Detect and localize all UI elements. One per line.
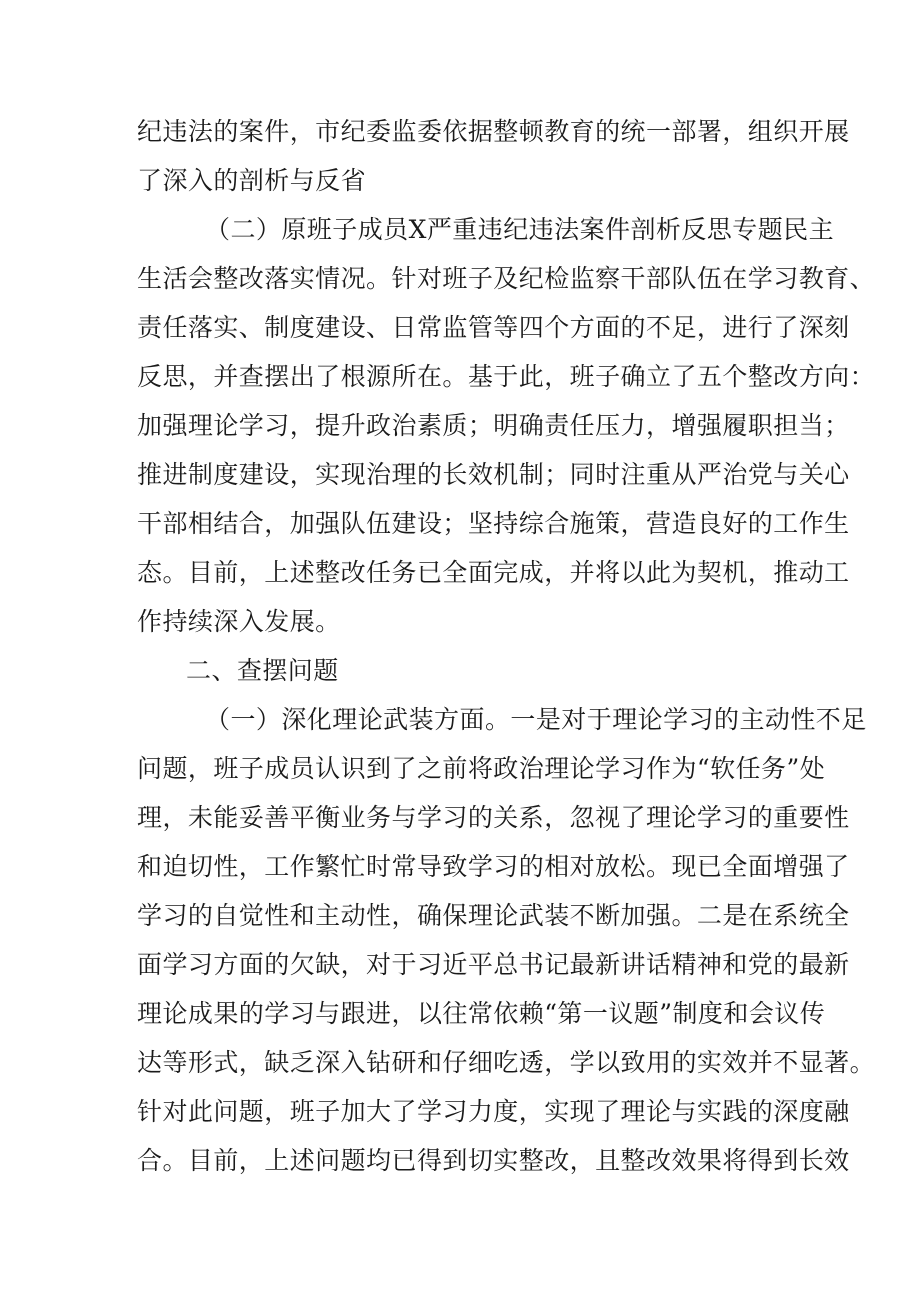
text-line: 达等形式，缺乏深入钻研和仔细吃透，学以致用的实效并不显著。: [137, 1048, 876, 1077]
text-line: 态。目前，上述整改任务已全面完成，并将以此为契机，推动工: [137, 558, 850, 587]
text-line: 责任落实、制度建设、日常监管等四个方面的不足，进行了深刻: [137, 313, 850, 342]
text-line: 合。目前，上述问题均已得到切实整改，且整改效果将得到长效: [137, 1146, 850, 1175]
paragraph-heading: （一）深化理论武装方面。一是对于理论学习的主动性不足: [205, 705, 867, 734]
text-line: 和迫切性，工作繁忙时常导致学习的相对放松。现已全面增强了: [137, 852, 850, 881]
text-line: 生活会整改落实情况。针对班子及纪检监察干部队伍在学习教育、: [137, 264, 876, 293]
paragraph-heading: （二）原班子成员X严重违纪违法案件剖析反思专题民主: [205, 215, 835, 244]
text-line: 问题，班子成员认识到了之前将政治理论学习作为“软任务”处: [137, 754, 826, 783]
section-heading: 二、查摆问题: [186, 656, 339, 685]
text-line: 理，未能妥善平衡业务与学习的关系，忽视了理论学习的重要性: [137, 803, 850, 832]
text-line: 面学习方面的欠缺，对于习近平总书记最新讲话精神和党的最新: [137, 950, 850, 979]
text-line: 推进制度建设，实现治理的长效机制；同时注重从严治党与关心: [137, 460, 850, 489]
text-line: 纪违法的案件，市纪委监委依据整顿教育的统一部署，组织开展: [137, 117, 850, 146]
text-line: 干部相结合，加强队伍建设；坚持综合施策，营造良好的工作生: [137, 509, 850, 538]
text-line: 反思，并查摆出了根源所在。基于此，班子确立了五个整改方向：: [137, 362, 876, 391]
text-line: 针对此问题，班子加大了学习力度，实现了理论与实践的深度融: [137, 1097, 850, 1126]
text-line: 作持续深入发展。: [137, 607, 341, 636]
text-line: 学习的自觉性和主动性，确保理论武装不断加强。二是在系统全: [137, 901, 850, 930]
text-line: 加强理论学习，提升政治素质；明确责任压力，增强履职担当；: [137, 411, 850, 440]
text-line: 了深入的剖析与反省: [137, 166, 367, 195]
text-line: 理论成果的学习与跟进，以往常依赖“第一议题”制度和会议传: [137, 999, 826, 1028]
